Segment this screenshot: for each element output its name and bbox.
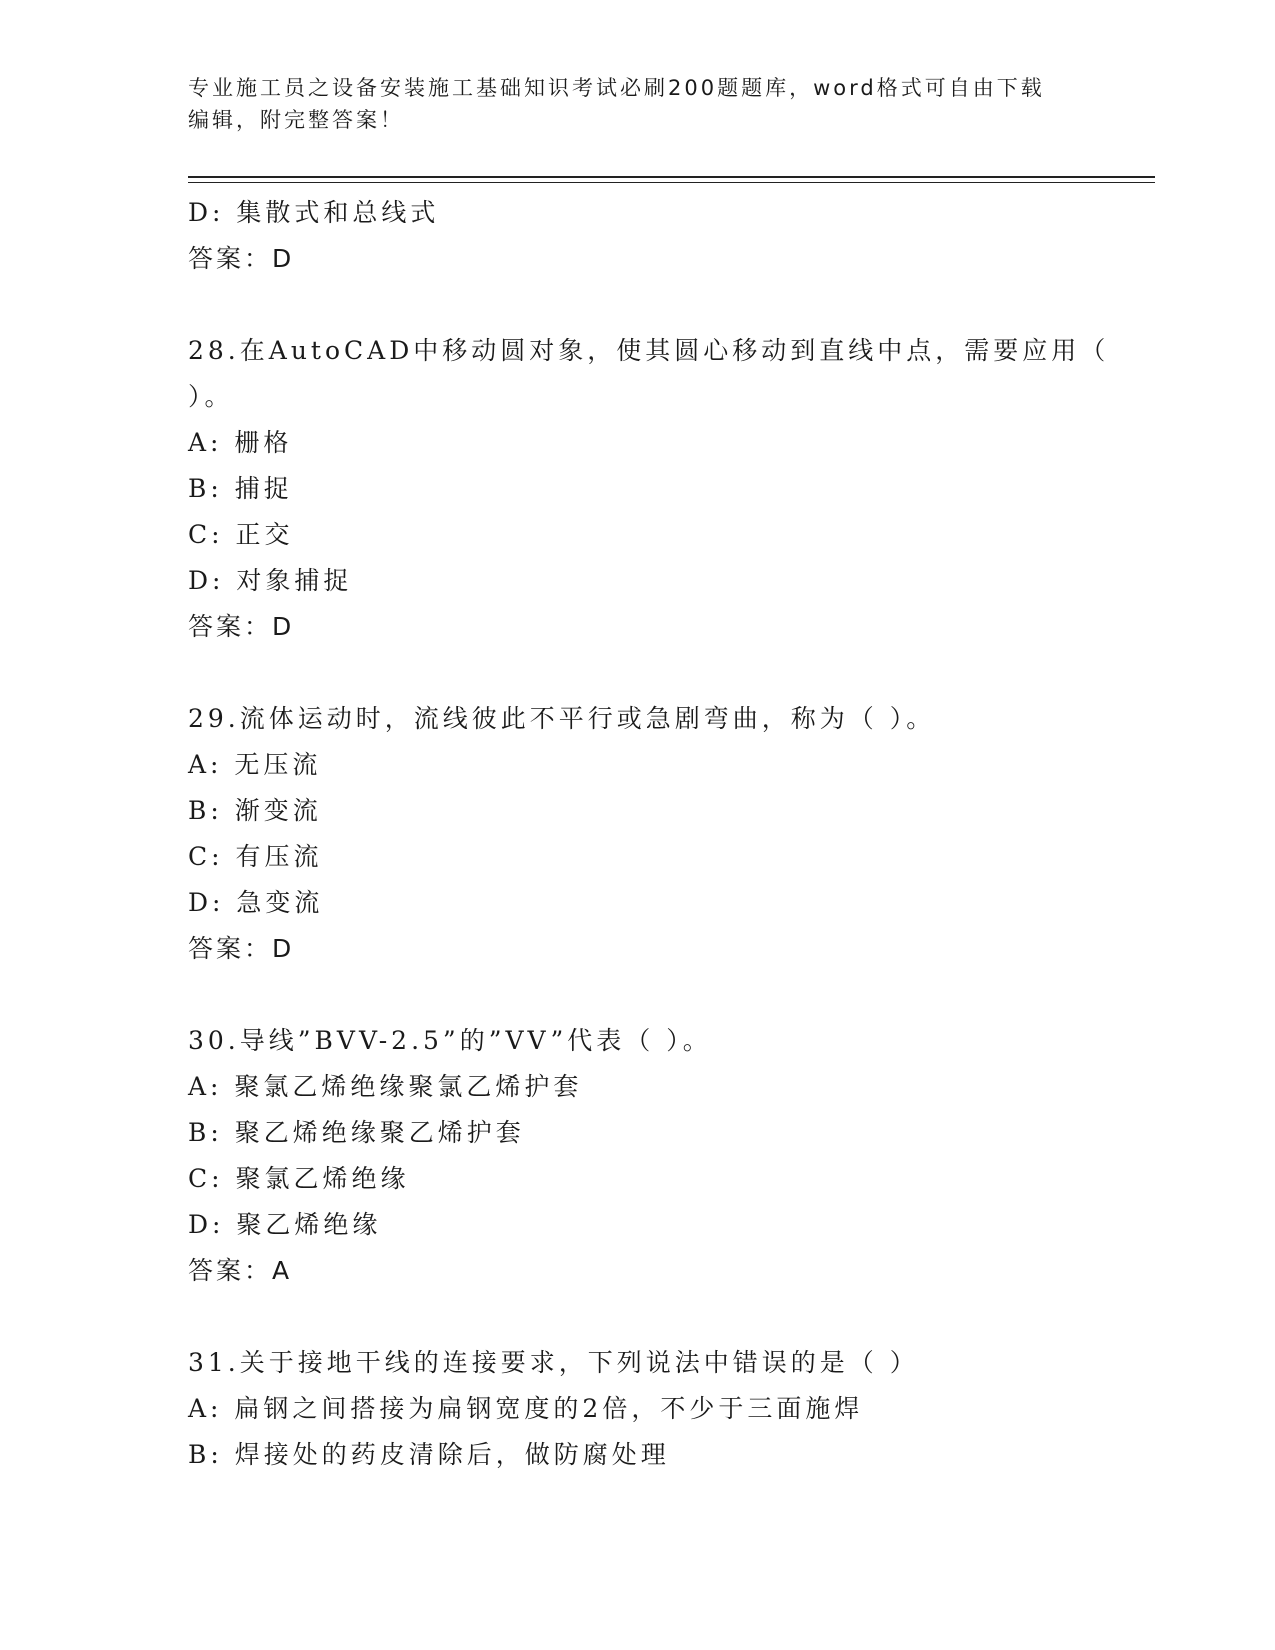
option-c: C: 有压流	[188, 842, 323, 871]
option-b: B: 焊接处的药皮清除后，做防腐处理	[188, 1440, 670, 1469]
answer: 答案：D	[188, 612, 295, 641]
option-a: A: 栅格	[188, 428, 293, 457]
question-list	[188, 190, 1110, 1478]
header-divider-thin	[188, 182, 1155, 183]
question-stem-cont: ）。	[188, 382, 234, 411]
header-line-1: 专业施工员之设备安装施工基础知识考试必刷200题题库，word格式可自由下载	[188, 76, 1045, 100]
option-a: A: 无压流	[188, 750, 322, 779]
option-b: B: 渐变流	[188, 796, 322, 825]
question-31	[188, 1340, 1088, 1478]
question-stem: 30.导线”BVV-2.5”的”VV”代表（ ）。	[188, 1026, 712, 1055]
option-a: A: 扁钢之间搭接为扁钢宽度的2倍，不少于三面施焊	[188, 1394, 864, 1423]
question-stem: 31.关于接地干线的连接要求，下列说法中错误的是（ ）	[188, 1348, 919, 1377]
option-a: A: 聚氯乙烯绝缘聚氯乙烯护套	[188, 1072, 583, 1101]
question-28	[188, 328, 1110, 650]
option-d: D: 聚乙烯绝缘	[188, 1210, 382, 1239]
option-d: D: 急变流	[188, 888, 324, 917]
question-29	[188, 696, 1088, 972]
answer: 答案：D	[188, 244, 295, 273]
option-b: B: 聚乙烯绝缘聚乙烯护套	[188, 1118, 525, 1147]
option-c: C: 聚氯乙烯绝缘	[188, 1164, 410, 1193]
option-d: D: 集散式和总线式	[188, 198, 440, 227]
answer: 答案：A	[188, 1256, 293, 1285]
question-30	[188, 1018, 1088, 1294]
option-c: C: 正交	[188, 520, 294, 549]
header-line-2: 编辑，附完整答案！	[188, 108, 404, 132]
question-stem: 28.在AutoCAD中移动圆对象，使其圆心移动到直线中点，需要应用（	[188, 336, 1110, 365]
answer: 答案：D	[188, 934, 295, 963]
question-stem: 29.流体运动时，流线彼此不平行或急剧弯曲，称为（ ）。	[188, 704, 936, 733]
document-header	[188, 72, 1088, 136]
option-d: D: 对象捕捉	[188, 566, 353, 595]
option-b: B: 捕捉	[188, 474, 293, 503]
header-divider	[188, 176, 1155, 178]
